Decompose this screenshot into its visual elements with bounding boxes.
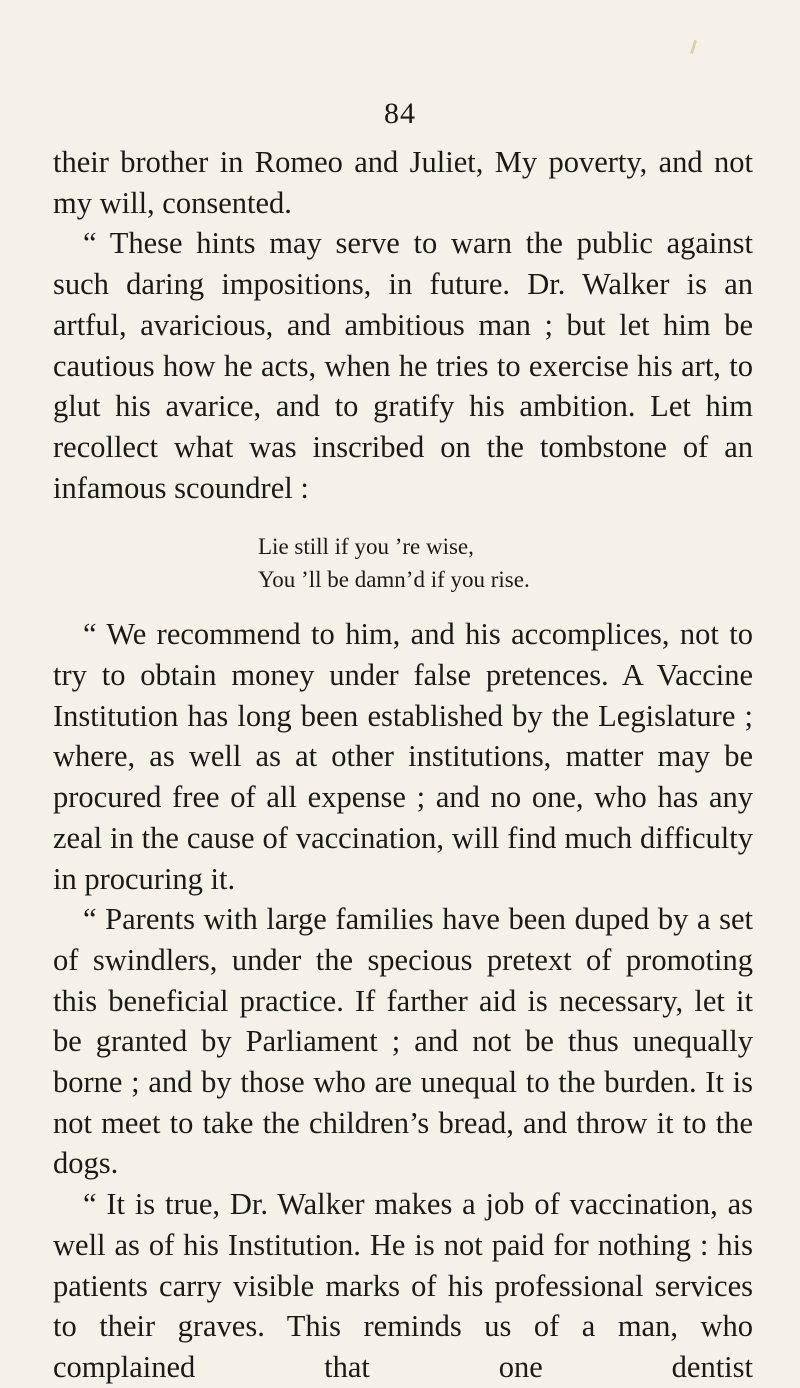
paper-mark	[690, 40, 697, 54]
paragraph-parents: “ Parents with large families have been duped by a set of swindlers, under the specious pretext of promoting this beneficial practice. If farther aid is necessary, let it be granted by Parliament ; and not be thus unequally borne ; and by those who are unequal to the burden. It is not meet to take the children’s bread, and throw it to the dogs.	[53, 902, 753, 1181]
paragraph-hints: “ These hints may serve to warn the public against such daring impositions, in future. Dr. Walker is an artful, avaricious, and ambitious man ; but let him be cautious how he acts, when he tries to exercise his art, to glut his avarice, and to gratify his ambition. Let him recollect what was inscribed on the tombstone of an infamous scoundrel :	[53, 226, 753, 505]
paragraph-recommend: “ We recommend to him, and his accomplices, not to try to obtain money under false pretences. A Vaccine Institution has long been established by the Legislature ; where, as well as at other institutions, matter may be procured free of all expense ; and no one, who has any zeal in the cause of vaccination, will find much difficulty in procuring it.	[53, 617, 753, 896]
verse-line-2: You ’ll be damn’d if you rise.	[258, 567, 530, 593]
paragraph-true: “ It is true, Dr. Walker makes a job of vaccination, as well as of his Institution. He is not paid for nothing : his patients carry visible marks of his professional services to their graves. This reminds us of a man, who complained that one dentist	[53, 1187, 753, 1384]
page-number: 84	[384, 97, 416, 130]
epitaph-verse	[258, 530, 753, 596]
verse-line-1: Lie still if you ’re wise,	[258, 534, 474, 560]
paragraph-continuation: their brother in Romeo and Juliet, My poverty, and not my will, consented.	[53, 145, 753, 220]
body-text	[53, 142, 753, 1388]
